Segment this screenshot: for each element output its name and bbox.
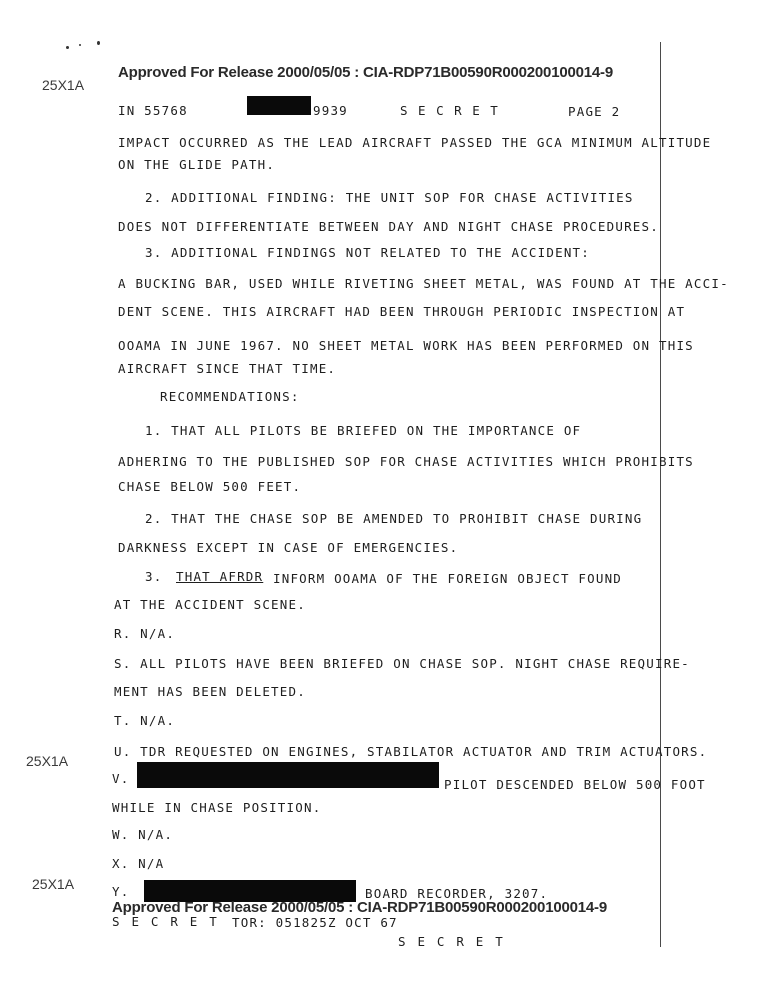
redaction-block: [137, 762, 439, 788]
release-stamp-bottom: Approved For Release 2000/05/05 : CIA-RDP71B00590R000200100014-9: [112, 899, 607, 916]
tor-timestamp: TOR: 051825Z OCT 67: [232, 915, 398, 930]
body-line: OOAMA IN JUNE 1967. NO SHEET METAL WORK HAS BEEN PERFORMED ON THIS: [118, 338, 694, 353]
scan-speck: [66, 46, 69, 49]
body-line: 3. ADDITIONAL FINDINGS NOT RELATED TO THE ACCIDENT:: [145, 245, 591, 260]
body-line: DENT SCENE. THIS AIRCRAFT HAD BEEN THROUGH PERIODIC INSPECTION AT: [118, 304, 686, 319]
message-ref: IN 55768: [118, 103, 188, 118]
body-line: MENT HAS BEEN DELETED.: [114, 684, 306, 699]
body-line: V.: [112, 771, 130, 786]
body-line: AT THE ACCIDENT SCENE.: [114, 597, 306, 612]
margin-code: 25X1A: [42, 77, 85, 93]
classification-header: S E C R E T: [400, 103, 500, 118]
margin-code: 25X1A: [26, 753, 69, 769]
body-line: Y.: [112, 884, 130, 899]
message-ref-suffix: 9939: [313, 103, 348, 118]
body-line: ADHERING TO THE PUBLISHED SOP FOR CHASE ACTIVITIES WHICH PROHIBITS: [118, 454, 694, 469]
scan-edge-line: [660, 42, 661, 947]
body-line: U. TDR REQUESTED ON ENGINES, STABILATOR ACTUATOR AND TRIM ACTUATORS.: [114, 744, 708, 759]
margin-code: 25X1A: [32, 876, 75, 892]
footer-classification-bottom: S E C R E T: [398, 934, 505, 949]
redaction-block: [247, 96, 311, 115]
body-line: R. N/A.: [114, 626, 176, 641]
body-line: PILOT DESCENDED BELOW 500 FOOT: [444, 777, 706, 792]
footer-classification: S E C R E T: [112, 914, 219, 929]
body-line: AIRCRAFT SINCE THAT TIME.: [118, 361, 337, 376]
body-line: WHILE IN CHASE POSITION.: [112, 800, 322, 815]
page-number: PAGE 2: [568, 104, 621, 119]
body-line: IMPACT OCCURRED AS THE LEAD AIRCRAFT PASSED THE GCA MINIMUM ALTITUDE: [118, 135, 712, 150]
scan-speck: [79, 44, 81, 46]
body-line: 1. THAT ALL PILOTS BE BRIEFED ON THE IMPORTANCE OF: [145, 423, 582, 438]
body-line: W. N/A.: [112, 827, 174, 842]
body-line: 2. THAT THE CHASE SOP BE AMENDED TO PROHIBIT CHASE DURING: [145, 511, 643, 526]
body-line: DARKNESS EXCEPT IN CASE OF EMERGENCIES.: [118, 540, 459, 555]
scan-speck: [97, 41, 100, 45]
recommendations-heading: RECOMMENDATIONS:: [160, 389, 300, 404]
body-line: BOARD RECORDER, 3207.: [365, 886, 549, 901]
body-line: DOES NOT DIFFERENTIATE BETWEEN DAY AND NIGHT CHASE PROCEDURES.: [118, 219, 659, 234]
body-line: ON THE GLIDE PATH.: [118, 157, 276, 172]
body-line: T. N/A.: [114, 713, 176, 728]
body-line: S. ALL PILOTS HAVE BEEN BRIEFED ON CHASE SOP. NIGHT CHASE REQUIRE-: [114, 656, 690, 671]
underlined-text: THAT AFRDR: [176, 569, 264, 584]
body-line: A BUCKING BAR, USED WHILE RIVETING SHEET METAL, WAS FOUND AT THE ACCI-: [118, 276, 729, 291]
body-line: X. N/A: [112, 856, 165, 871]
body-line: 2. ADDITIONAL FINDING: THE UNIT SOP FOR CHASE ACTIVITIES: [145, 190, 634, 205]
body-line: INFORM OOAMA OF THE FOREIGN OBJECT FOUND: [273, 571, 623, 586]
release-stamp-top: Approved For Release 2000/05/05 : CIA-RDP71B00590R000200100014-9: [118, 64, 613, 81]
body-line: CHASE BELOW 500 FEET.: [118, 479, 302, 494]
body-line: 3.: [145, 569, 163, 584]
